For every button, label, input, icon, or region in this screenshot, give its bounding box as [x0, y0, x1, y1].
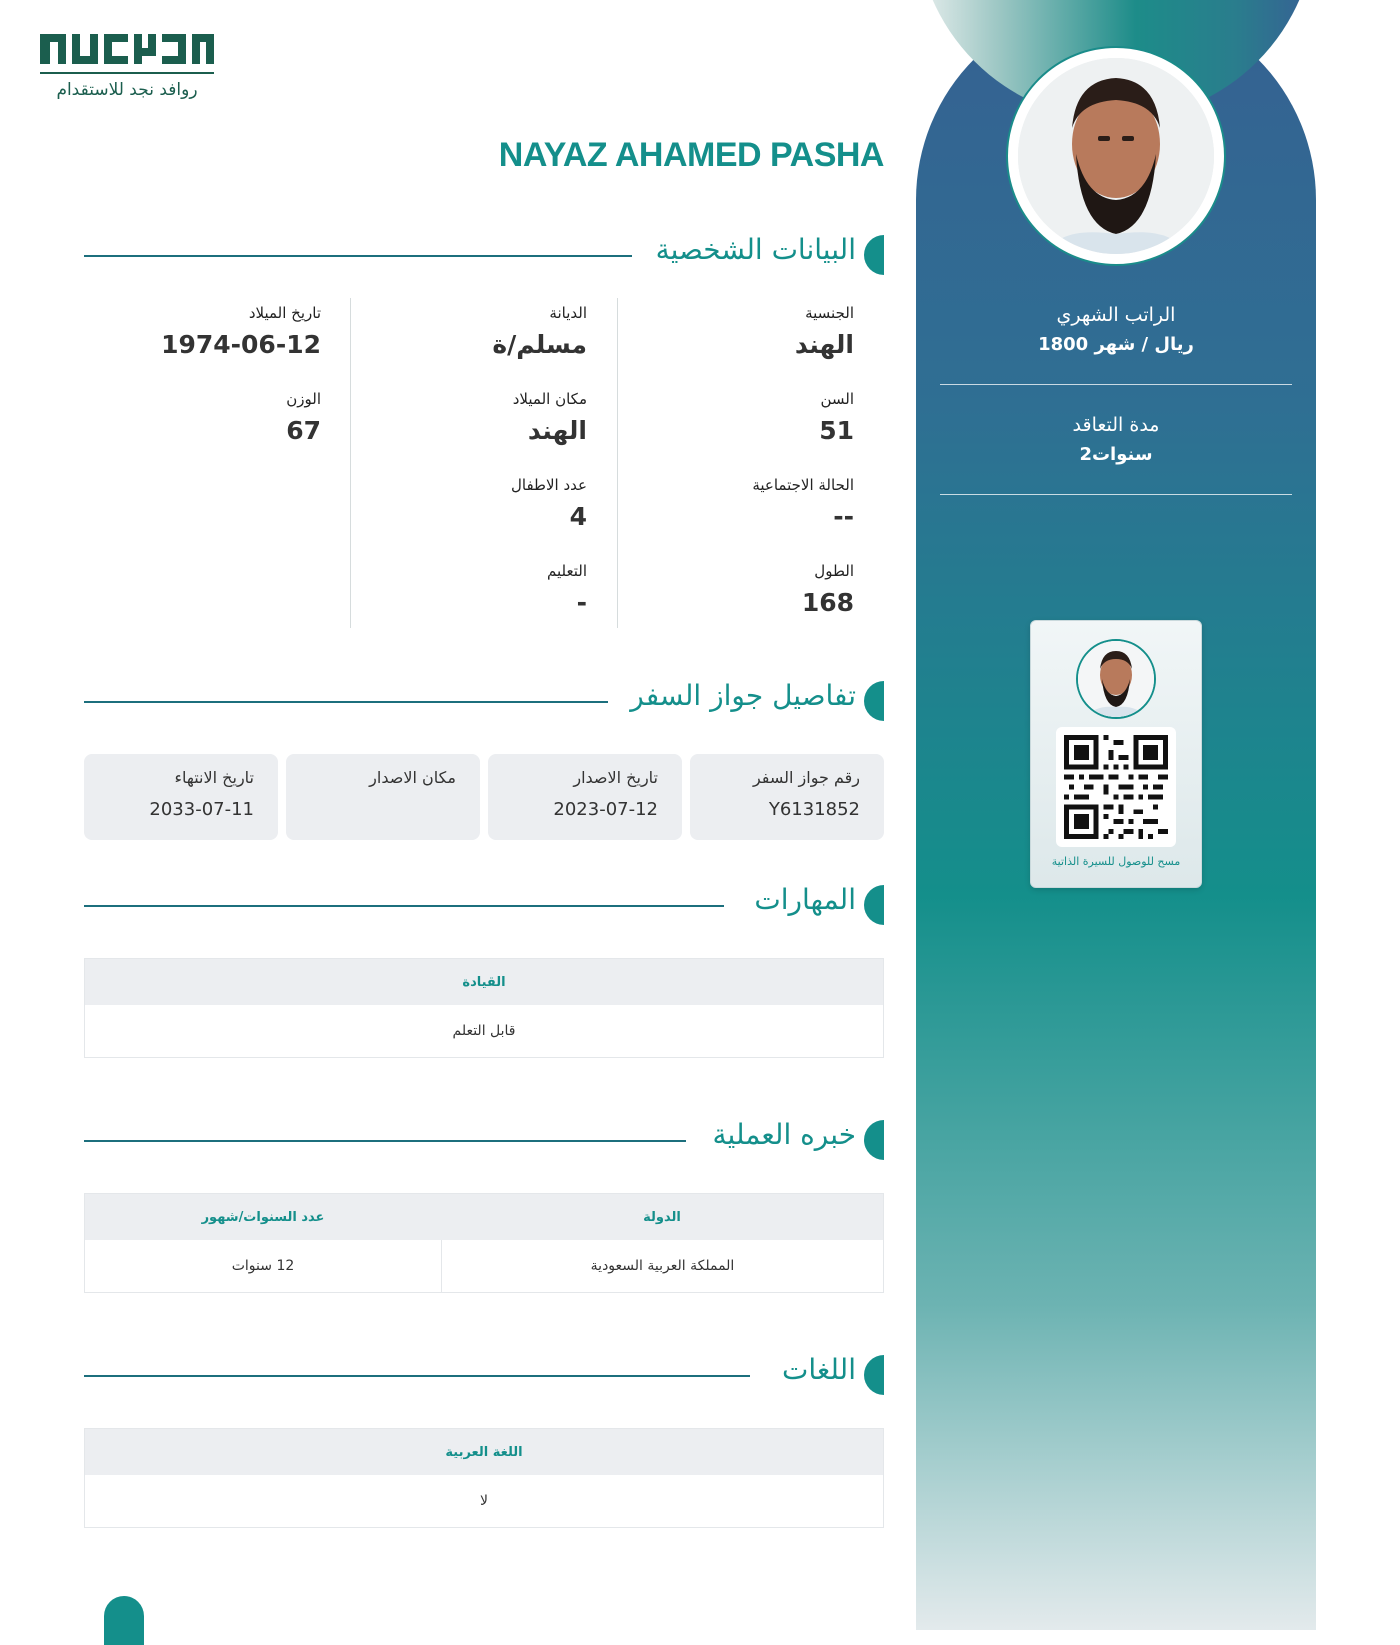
field-value: 2023-07-12 [553, 799, 658, 820]
field-value: مسلم/ة [492, 330, 587, 359]
experience-table [84, 1193, 884, 1293]
field-label: مكان الاصدار [369, 768, 456, 787]
field-label: عدد الاطفال [511, 476, 587, 494]
field-label: رقم جواز السفر [752, 768, 860, 787]
section-marker [864, 681, 884, 721]
personal-info-grid [84, 304, 884, 634]
profile-photo-frame [1006, 46, 1226, 266]
contract-label: مدة التعاقد [1072, 414, 1160, 436]
field-label: التعليم [547, 562, 587, 580]
contract-value: 2سنوات [1079, 444, 1153, 465]
candidate-name: NAYAZ AHAMED PASHA [498, 136, 884, 174]
section-title: اللغات [782, 1353, 856, 1386]
field-marital-status [752, 476, 854, 531]
table-header [85, 959, 883, 1005]
skills-table [84, 958, 884, 1058]
qr-card[interactable] [1030, 620, 1202, 888]
field-value: - [576, 588, 587, 617]
field-age [819, 390, 854, 445]
section-line [84, 255, 632, 257]
personal-column-left [84, 304, 351, 634]
qr-profile-photo [1076, 639, 1156, 719]
table-cell: لا [480, 1493, 488, 1509]
section-line [84, 905, 724, 907]
table-header [85, 1194, 883, 1240]
section-header-languages [84, 1353, 884, 1397]
field-label: تاريخ الميلاد [248, 304, 321, 322]
field-label: السن [820, 390, 854, 408]
field-education [547, 562, 587, 617]
section-marker [864, 1120, 884, 1160]
qr-caption: مسح للوصول للسيرة الذاتية [1051, 855, 1181, 868]
passport-expiry-date-card [84, 754, 278, 840]
company-logo-subtitle: روافد نجد للاستقدام [56, 80, 198, 100]
field-value: الهند [794, 330, 854, 359]
table-row [85, 1475, 883, 1527]
field-label: الديانة [549, 304, 587, 322]
table-header-cell: الدولة [643, 1209, 681, 1225]
languages-table [84, 1428, 884, 1528]
field-birthplace [513, 390, 587, 445]
table-header-cell: اللغة العربية [445, 1444, 523, 1460]
passport-issue-date-card [488, 754, 682, 840]
field-nationality [795, 304, 854, 359]
sidebar-divider [940, 384, 1292, 385]
field-value: 4 [569, 502, 587, 531]
passport-details [84, 754, 884, 840]
table-header-cell: القيادة [462, 974, 506, 990]
table-cell: المملكة العربية السعودية [441, 1240, 883, 1292]
section-marker [864, 885, 884, 925]
column-divider [350, 298, 351, 628]
field-value: 67 [286, 416, 321, 445]
section-marker [864, 235, 884, 275]
field-weight [286, 390, 321, 445]
passport-number-card [690, 754, 884, 840]
field-label: الوزن [286, 390, 321, 408]
table-header [85, 1429, 883, 1475]
contract-block [940, 414, 1292, 465]
table-row [85, 1005, 883, 1057]
field-value: -- [833, 502, 854, 531]
field-height [802, 562, 854, 617]
field-birthdate [161, 304, 321, 359]
personal-column-middle [350, 304, 617, 634]
section-header-experience [84, 1118, 884, 1162]
field-value: Y6131852 [768, 799, 860, 820]
section-header-personal [84, 233, 884, 277]
qr-code[interactable] [1056, 727, 1176, 847]
field-label: تاريخ الاصدار [573, 768, 658, 787]
section-title: تفاصيل جواز السفر [630, 679, 856, 712]
section-line [84, 701, 608, 703]
section-title: المهارات [754, 883, 856, 916]
table-header-cell: عدد السنوات/شهور [201, 1209, 325, 1225]
section-header-skills [84, 883, 884, 927]
profile-photo [1018, 58, 1214, 254]
decorative-pill [104, 1596, 144, 1645]
field-label: تاريخ الانتهاء [174, 768, 254, 787]
section-title: خبره العملية [712, 1118, 856, 1151]
field-value: 168 [801, 588, 854, 617]
salary-label: الراتب الشهري [1056, 304, 1176, 326]
field-label: الحالة الاجتماعية [752, 476, 854, 494]
table-cell: 12 سنوات [231, 1258, 295, 1274]
section-title: البيانات الشخصية [655, 233, 856, 266]
table-row [85, 1240, 883, 1292]
field-label: مكان الميلاد [512, 390, 587, 408]
section-line [84, 1140, 686, 1142]
section-marker [864, 1355, 884, 1395]
field-religion [492, 304, 587, 359]
column-divider [617, 298, 618, 628]
field-value: الهند [527, 416, 587, 445]
section-header-passport [84, 679, 884, 723]
passport-issue-place-card [286, 754, 480, 840]
salary-block [940, 304, 1292, 355]
field-children [511, 476, 587, 531]
salary-value: 1800 ريال / شهر [1038, 334, 1194, 355]
field-label: الجنسية [805, 304, 854, 322]
field-value: 1974-06-12 [161, 330, 321, 359]
field-label: الطول [814, 562, 854, 580]
field-value: 2033-07-11 [149, 799, 254, 820]
section-line [84, 1375, 750, 1377]
personal-column-right [617, 304, 884, 634]
sidebar-divider [940, 494, 1292, 495]
field-value: 51 [819, 416, 854, 445]
table-cell: قابل التعلم [452, 1023, 516, 1039]
